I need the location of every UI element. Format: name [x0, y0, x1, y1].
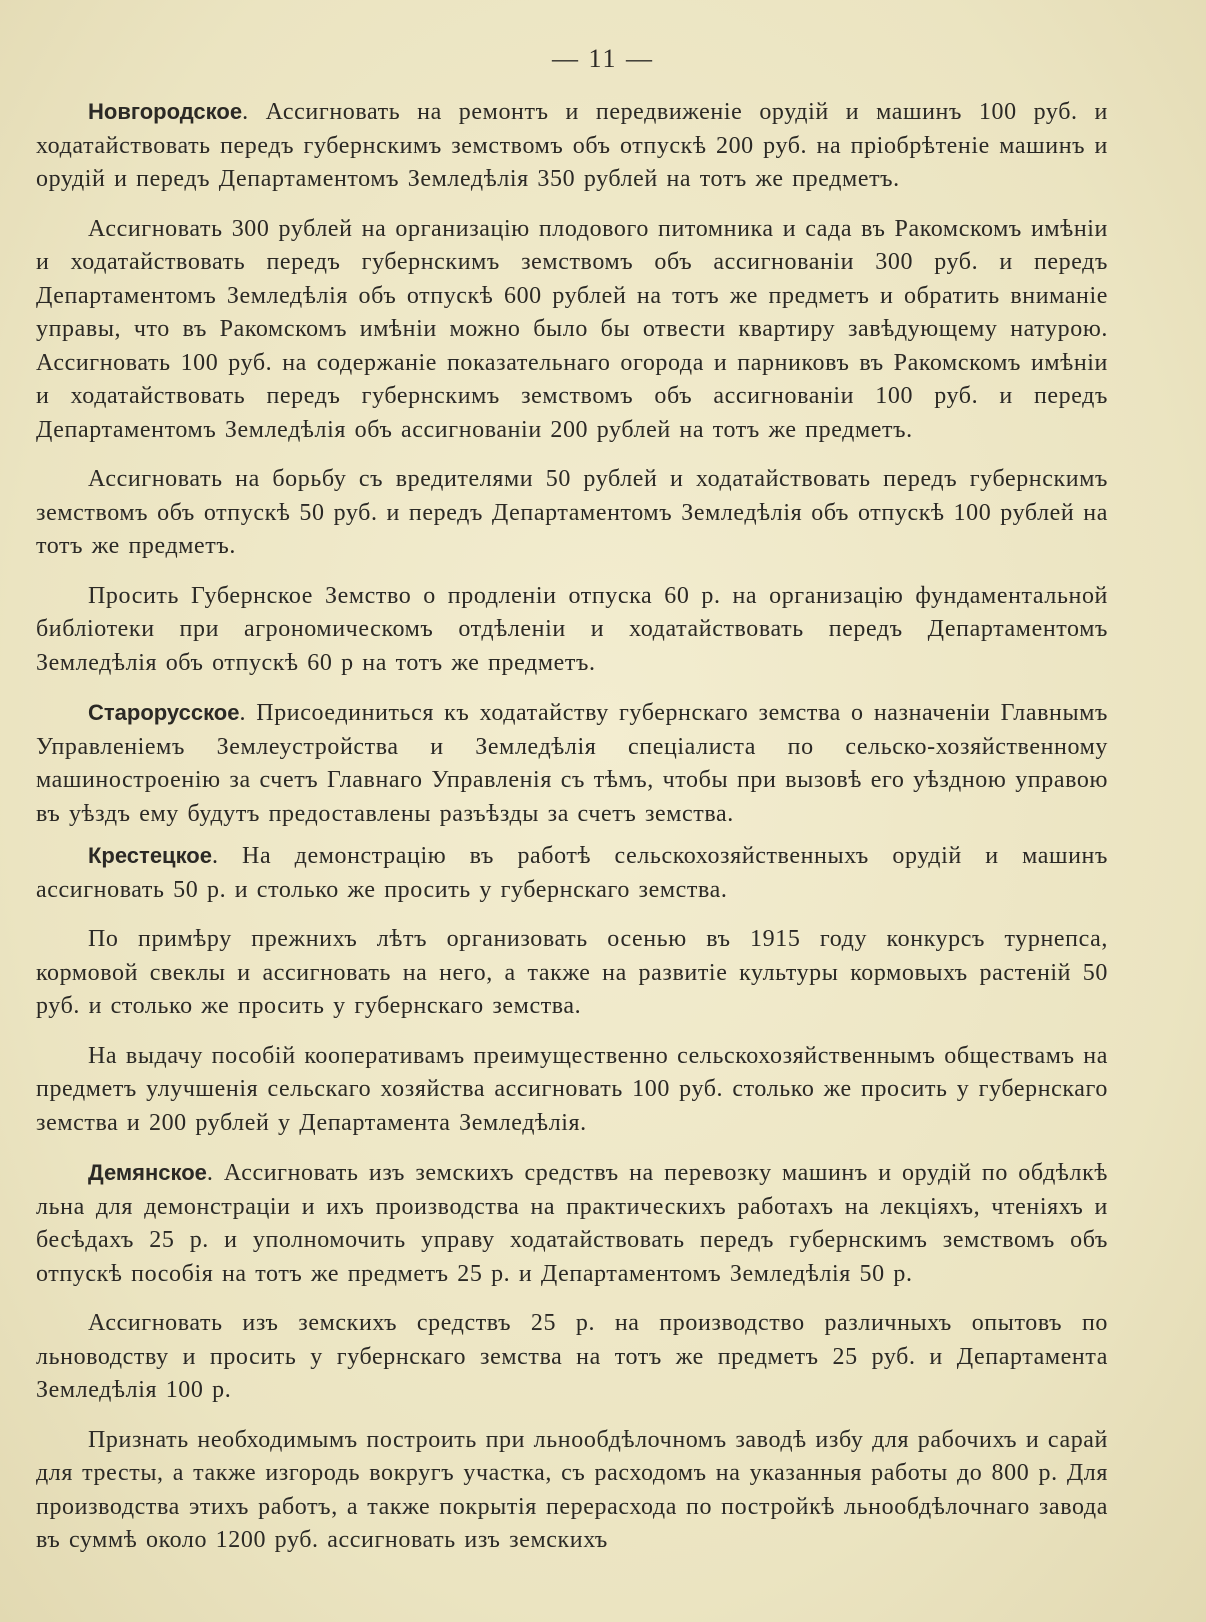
- paragraph-text: . На демонстрацію въ работѣ сельскохозяйственныхъ орудій и машинъ ассигновать 50 р. и столько же просить у губернскаго земства.: [36, 843, 1108, 903]
- paragraph-text: По примѣру прежнихъ лѣтъ организовать осенью въ 1915 году конкурсъ турнепса, кормовой свеклы и ассигновать на него, а также на развитіе культуры кормовыхъ растеній 50 руб. и столько же просить у губернскаго земства.: [36, 926, 1108, 1019]
- paragraph-text: Признать необходимымъ построить при льнообдѣлочномъ заводѣ избу для рабочихъ и сарай для тресты, а также изгородь вокругъ участка, съ расходомъ на указанныя работы до 800 р. Для производства этихъ работъ, а также покрытія перерасхода по постройкѣ льнообдѣлочнаго завода въ суммѣ около 1200 руб. ассигновать изъ земскихъ: [36, 1426, 1108, 1553]
- paragraph: [36, 580, 1108, 681]
- paragraph-text: Ассигновать изъ земскихъ средствъ 25 р. на производство различныхъ опытовъ по льноводству и просить у губернскаго земства на тотъ же предметъ 25 руб. и Департамента Земледѣлія 100 р.: [36, 1310, 1108, 1403]
- paragraph: [36, 923, 1108, 1024]
- paragraph: [36, 1307, 1108, 1408]
- paragraph-starorusskoe: [36, 696, 1108, 831]
- paragraph: [36, 213, 1108, 448]
- paragraph-text: . Ассигновать на ремонтъ и передвиженіе орудій и машинъ 100 руб. и ходатайствовать передъ губернскимъ земствомъ объ отпускѣ 200 руб. на пріобрѣтеніе машинъ и орудій и передъ Департаментомъ Земледѣлія 350 рублей на тотъ же предметъ.: [36, 99, 1108, 192]
- paragraph-text: На выдачу пособій кооперативамъ преимущественно сельскохозяйственнымъ обществамъ на предметъ улучшенія сельскаго хозяйства ассигновать 100 руб. столько же просить у губернскаго земства и 200 рублей у Департамента Земледѣлія.: [36, 1042, 1108, 1136]
- paragraph-text: Ассигновать на борьбу съ вредителями 50 рублей и ходатайствовать передъ губернскимъ земствомъ объ отпускѣ 50 руб. и передъ Департаментомъ Земледѣлія объ отпускѣ 100 рублей на тотъ же предметъ.: [36, 466, 1108, 559]
- district-heading: Старорусское: [88, 700, 240, 725]
- paragraph-novgorodskoe: [36, 95, 1108, 197]
- paragraph: [36, 1040, 1108, 1141]
- paragraph-text: Просить Губернское Земство о продленіи отпуска 60 р. на организацію фундаментальной библіотеки при агрономическомъ отдѣленіи и ходатайствовать передъ Департаментомъ Земледѣлія объ отпускѣ 60 р на тотъ же предметъ.: [36, 582, 1108, 676]
- district-heading: Новгородское: [88, 99, 243, 124]
- paragraph-text: . Присоединиться къ ходатайству губернскаго земства о назначеніи Главнымъ Управленіемъ Землеустройства и Земледѣлія спеціалиста по сельско-хозяйственному машиностроенію за счетъ Главнаго Управленія съ тѣмъ, чтобы при вызовѣ его уѣздною управою въ уѣздъ ему будутъ предоставлены разъѣзды за счетъ земства.: [36, 700, 1108, 827]
- paragraph-krestetskoe: [36, 839, 1108, 907]
- page-number: — 11 —: [551, 44, 655, 73]
- paragraph: [36, 1424, 1108, 1558]
- document-body: [36, 95, 1108, 1574]
- paragraph-demyanskoe: [36, 1156, 1108, 1291]
- paragraph: [36, 463, 1108, 564]
- paragraph-text: . Ассигновать изъ земскихъ средствъ на перевозку машинъ и орудій по обдѣлкѣ льна для демонстраціи и ихъ производства на практическихъ работахъ на лекціяхъ, чтеніяхъ и бесѣдахъ 25 р. и уполномочить управу ходатайствовать передъ губернскимъ земствомъ объ отпускѣ пособія на тотъ же предметъ 25 р. и Департаментомъ Земледѣлія 50 р.: [36, 1160, 1108, 1287]
- district-heading: Крестецкое: [88, 843, 212, 868]
- district-heading: Демянское: [88, 1160, 207, 1185]
- paragraph-text: Ассигновать 300 рублей на организацію плодового питомника и сада въ Ракомскомъ имѣніи и ходатайствовать передъ губернскимъ земствомъ объ ассигнованіи 300 руб. и передъ Департаментомъ Земледѣлія объ отпускѣ 600 рублей на тотъ же предметъ и обратить вниманіе управы, что въ Ракомскомъ имѣніи можно было бы отвести квартиру завѣдующему натурою. Ассигновать 100 руб. на содержаніе показательнаго огорода и парниковъ въ Ракомскомъ имѣніи и ходатайствовать передъ губернскимъ земствомъ объ ассигнованіи 100 руб. и передъ Департаментомъ Земледѣлія объ ассигнованіи 200 рублей на тотъ же предметъ.: [36, 215, 1108, 443]
